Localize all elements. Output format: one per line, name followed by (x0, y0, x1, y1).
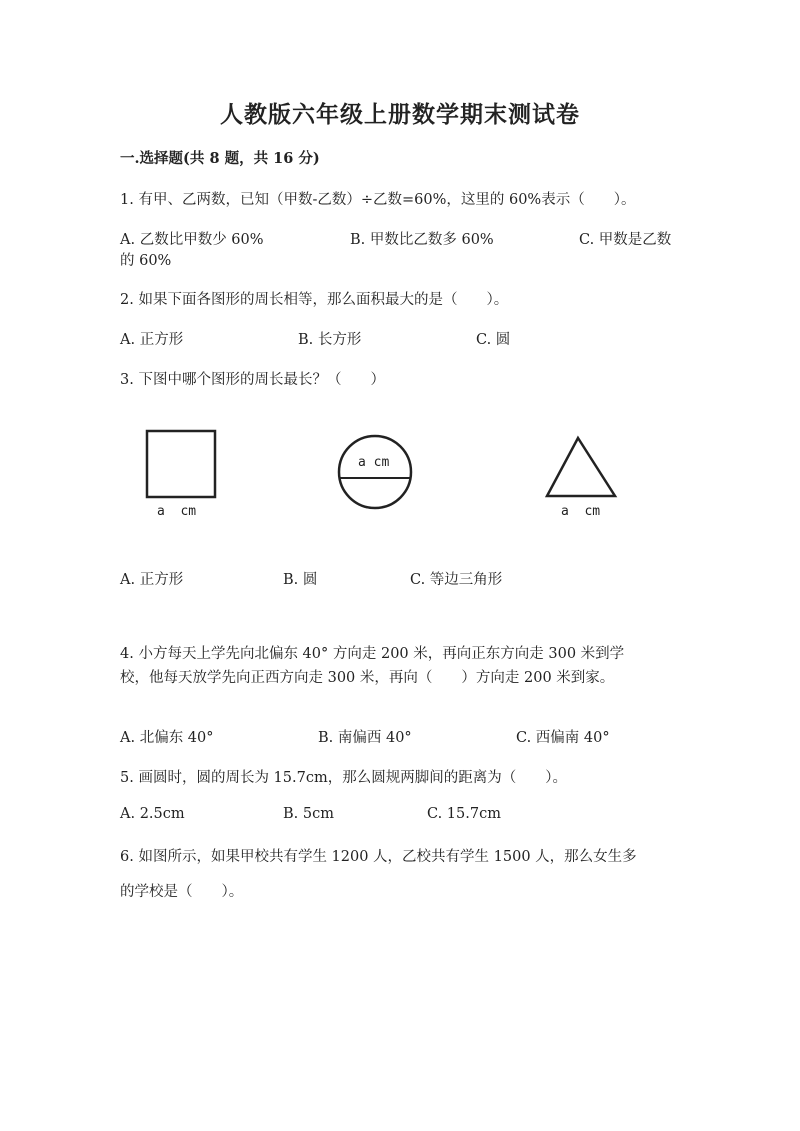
question-5-option-c: C. 15.7cm (427, 806, 501, 822)
question-3-option-c: C. 等边三角形 (410, 572, 503, 588)
question-1-option-c: C. 甲数是乙数 (579, 232, 672, 248)
triangle-shape (543, 432, 623, 502)
question-1-text: 1. 有甲、乙两数，已知（甲数-乙数）÷乙数=60%，这里的 60%表示（ ）。 (120, 192, 636, 208)
question-4-option-a: A. 北偏东 40° (120, 730, 214, 746)
question-2-option-c: C. 圆 (476, 332, 511, 348)
section-heading: 一.选择题(共 8 题，共 16 分) (120, 150, 320, 167)
question-2-text: 2. 如果下面各图形的周长相等，那么面积最大的是（ ）。 (120, 292, 509, 308)
question-5-text: 5. 画圆时，圆的周长为 15.7cm，那么圆规两脚间的距离为（ ）。 (120, 770, 567, 786)
question-4-option-b: B. 南偏西 40° (318, 730, 412, 746)
question-2-option-a: A. 正方形 (120, 332, 184, 348)
question-1-option-b: B. 甲数比乙数多 60% (350, 232, 494, 248)
question-6-text-line-2: 的学校是（ ）。 (120, 884, 244, 900)
question-1-option-a: A. 乙数比甲数少 60% (120, 232, 264, 248)
question-2-option-b: B. 长方形 (298, 332, 362, 348)
triangle-side-label: a cm (561, 504, 601, 519)
question-5-option-b: B. 5cm (283, 806, 334, 822)
question-4-option-c: C. 西偏南 40° (516, 730, 610, 746)
question-4-text-line-1: 4. 小方每天上学先向北偏东 40° 方向走 200 米，再向正东方向走 300 米到学 (120, 646, 625, 662)
question-4-text-line-2: 校，他每天放学先向正西方向走 300 米，再向（ ）方向走 200 米到家。 (120, 670, 615, 686)
question-5-option-a: A. 2.5cm (120, 806, 185, 822)
page-title: 人教版六年级上册数学期末测试卷 (220, 101, 580, 128)
question-3-text: 3. 下图中哪个图形的周长最长？（ ） (120, 372, 385, 388)
square-shape (140, 425, 225, 505)
question-3-option-a: A. 正方形 (120, 572, 184, 588)
question-1-option-c-wrap: 的 60% (120, 253, 172, 269)
circle-shape (335, 432, 415, 512)
question-6-text-line-1: 6. 如图所示，如果甲校共有学生 1200 人，乙校共有学生 1500 人，那么女生多 (120, 849, 637, 865)
question-3-option-b: B. 圆 (283, 572, 318, 588)
circle-diameter-label: a cm (358, 455, 390, 470)
square-side-label: a cm (157, 504, 197, 519)
